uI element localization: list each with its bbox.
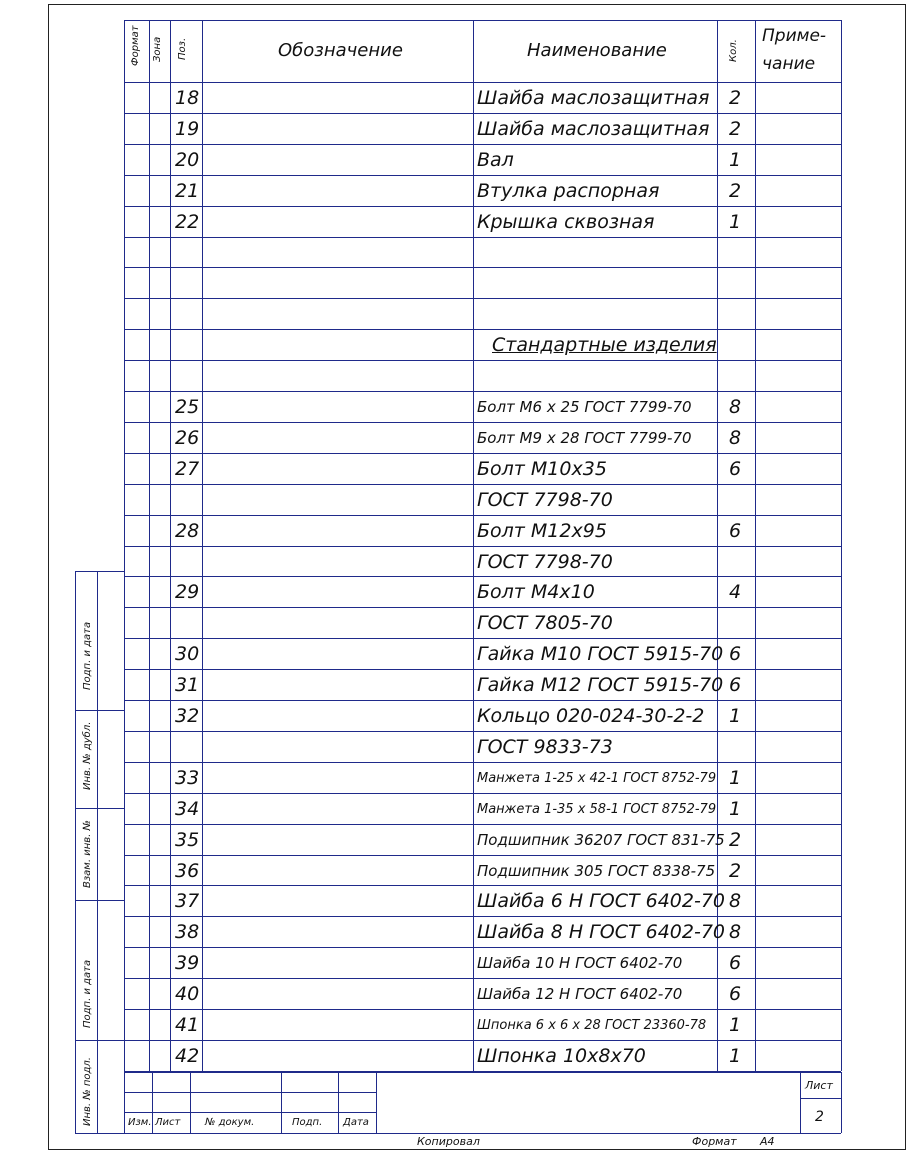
header-format: Формат [130, 25, 141, 66]
row-name: ГОСТ 7798-70 [477, 550, 613, 573]
row-qty: 1 [729, 766, 742, 789]
row-line [124, 391, 841, 392]
row-position: 26 [175, 426, 200, 449]
title-column-line [152, 1072, 153, 1133]
footer-copied: Копировал [417, 1135, 480, 1148]
side-strip-line [97, 571, 98, 1133]
title-bottom-line [124, 1133, 841, 1134]
side-strip-divider [75, 571, 124, 572]
row-name: Шайба маслозащитная [477, 87, 710, 109]
row-name: Подшипник 36207 ГОСТ 831-75 [477, 830, 725, 849]
row-qty: 1 [729, 1044, 742, 1067]
row-name: ГОСТ 9833-73 [477, 735, 613, 758]
row-name: Кольцо 020-024-30-2-2 [477, 705, 705, 727]
row-qty: 2 [729, 179, 742, 202]
side-inv-podl: Инв. № подл. [82, 1057, 93, 1126]
row-position: 31 [175, 674, 200, 697]
title-column-line [338, 1072, 339, 1133]
row-qty: 8 [729, 396, 742, 418]
row-name: Стандартные изделия [492, 334, 717, 357]
row-line [124, 607, 841, 608]
row-line [124, 206, 841, 207]
tb-podp: Подп. [292, 1117, 323, 1128]
row-name: ГОСТ 7798-70 [477, 488, 613, 511]
row-qty: 1 [729, 1014, 742, 1036]
row-line [124, 113, 841, 114]
header-note-line1: Приме- [762, 26, 827, 46]
row-position: 21 [175, 179, 200, 202]
row-line [124, 360, 841, 361]
title-top-line [124, 1072, 841, 1073]
row-qty: 2 [729, 828, 742, 851]
row-line [124, 298, 841, 299]
footer-format-label: Формат [692, 1135, 737, 1148]
side-strip-divider [75, 710, 124, 711]
row-qty: 4 [729, 581, 742, 604]
row-qty: 6 [729, 643, 742, 666]
row-line [124, 978, 841, 979]
title-column-line [281, 1072, 282, 1133]
row-name: Втулка распорная [477, 179, 660, 202]
side-podp-data-1: Подп. и дата [82, 621, 93, 690]
tb-n-dokum: № докум. [205, 1117, 255, 1128]
row-qty: 1 [729, 148, 742, 171]
row-name: Вал [477, 148, 514, 171]
column-line [717, 20, 718, 1071]
row-position: 40 [175, 983, 200, 1006]
row-position: 27 [175, 457, 200, 480]
row-position: 18 [175, 87, 200, 109]
row-qty: 8 [729, 426, 742, 449]
row-position: 28 [175, 519, 200, 542]
row-qty: 6 [729, 674, 742, 697]
row-position: 42 [175, 1044, 200, 1067]
row-name: Шпонка 6 х 6 х 28 ГОСТ 23360-78 [477, 1018, 707, 1033]
tb-sheet-label: Лист [805, 1079, 833, 1092]
row-name: Подшипник 305 ГОСТ 8338-75 [477, 861, 716, 880]
row-name: Болт М4х10 [477, 581, 595, 604]
row-line [124, 793, 841, 794]
row-line [124, 453, 841, 454]
row-qty: 1 [729, 705, 742, 727]
row-name: Шайба 12 Н ГОСТ 6402-70 [477, 985, 683, 1004]
column-line [473, 20, 474, 1071]
column-line [124, 20, 125, 1071]
column-line [170, 20, 171, 1071]
row-line [124, 731, 841, 732]
side-strip-divider [75, 1133, 124, 1134]
row-line [124, 576, 841, 577]
row-name: Шайба маслозащитная [477, 117, 710, 140]
side-strip-divider [75, 900, 124, 901]
row-name: ГОСТ 7805-70 [477, 612, 613, 635]
side-vzam-inv: Взам. инв. № [82, 820, 93, 888]
side-strip-line [75, 571, 76, 1133]
row-position: 33 [175, 766, 200, 789]
title-column-line [800, 1072, 801, 1133]
row-line [124, 422, 841, 423]
header-designation: Обозначение [278, 40, 403, 61]
row-name: Крышка сквозная [477, 210, 655, 233]
row-line [124, 916, 841, 917]
row-line [124, 669, 841, 670]
row-name: Болт М10х35 [477, 457, 607, 480]
row-position: 34 [175, 797, 200, 820]
row-line [124, 484, 841, 485]
row-name: Гайка М12 ГОСТ 5915-70 [477, 674, 724, 697]
row-name: Шпонка 10х8х70 [477, 1044, 646, 1067]
tb-data: Дата [343, 1117, 369, 1128]
header-bottom-line [124, 82, 841, 83]
row-line [124, 329, 841, 330]
header-qty: Кол. [728, 39, 739, 62]
column-line [202, 20, 203, 1071]
tb-izm: Изм. [128, 1117, 152, 1128]
side-strip-divider [75, 808, 124, 809]
row-line [124, 824, 841, 825]
footer-format-value: А4 [760, 1135, 775, 1148]
header-pos: Поз. [177, 37, 188, 60]
row-line [124, 237, 841, 238]
row-line [124, 1009, 841, 1010]
row-name: Шайба 6 Н ГОСТ 6402-70 [477, 890, 726, 913]
tb-list: Лист [155, 1117, 181, 1128]
row-line [124, 515, 841, 516]
row-name: Болт М12х95 [477, 519, 607, 542]
row-line [124, 762, 841, 763]
row-qty: 6 [729, 952, 742, 975]
title-sheet-line [800, 1098, 841, 1099]
tb-sheet-number: 2 [815, 1109, 824, 1125]
column-line [755, 20, 756, 1071]
row-name: Болт М6 х 25 ГОСТ 7799-70 [477, 398, 692, 416]
row-line [124, 1040, 841, 1041]
title-column-line [376, 1072, 377, 1133]
header-zone: Зона [152, 36, 163, 62]
row-line [124, 947, 841, 948]
row-qty: 2 [729, 87, 742, 109]
column-line [149, 20, 150, 1071]
table-top-line [124, 20, 841, 21]
row-line [124, 144, 841, 145]
row-qty: 6 [729, 519, 742, 542]
row-qty: 2 [729, 859, 742, 882]
row-position: 25 [175, 396, 200, 418]
row-line [124, 885, 841, 886]
title-column-line [190, 1072, 191, 1133]
title-column-line [841, 1072, 842, 1133]
row-qty: 6 [729, 983, 742, 1006]
row-line [124, 700, 841, 701]
row-qty: 1 [729, 797, 742, 820]
row-name: Шайба 8 Н ГОСТ 6402-70 [477, 921, 726, 944]
row-position: 41 [175, 1014, 200, 1036]
column-line [841, 20, 842, 1071]
row-qty: 8 [729, 890, 742, 913]
row-name: Болт М9 х 28 ГОСТ 7799-70 [477, 428, 692, 447]
row-position: 38 [175, 921, 200, 944]
side-podp-data-2: Подп. и дата [82, 959, 93, 1028]
row-position: 39 [175, 952, 200, 975]
row-name: Шайба 10 Н ГОСТ 6402-70 [477, 954, 683, 973]
row-name: Манжета 1-25 х 42-1 ГОСТ 8752-79 [477, 770, 717, 786]
header-note-line2: чание [762, 54, 816, 74]
row-position: 20 [175, 148, 200, 171]
row-position: 22 [175, 210, 200, 233]
row-position: 36 [175, 859, 200, 882]
row-line [124, 267, 841, 268]
row-qty: 1 [729, 210, 742, 233]
row-line [124, 638, 841, 639]
row-name: Гайка М10 ГОСТ 5915-70 [477, 643, 724, 666]
row-name: Манжета 1-35 х 58-1 ГОСТ 8752-79 [477, 801, 717, 817]
row-position: 19 [175, 117, 200, 140]
title-column-line [124, 1072, 125, 1133]
row-line [124, 546, 841, 547]
row-position: 32 [175, 705, 200, 727]
row-line [124, 855, 841, 856]
row-qty: 8 [729, 921, 742, 944]
row-position: 30 [175, 643, 200, 666]
row-qty: 2 [729, 117, 742, 140]
row-position: 37 [175, 890, 200, 913]
row-position: 29 [175, 581, 200, 604]
side-strip-divider [75, 1040, 124, 1041]
row-line [124, 175, 841, 176]
row-qty: 6 [729, 457, 742, 480]
side-inv-dubl: Инв. № дубл. [82, 721, 93, 790]
row-position: 35 [175, 828, 200, 851]
header-name: Наименование [527, 40, 667, 61]
